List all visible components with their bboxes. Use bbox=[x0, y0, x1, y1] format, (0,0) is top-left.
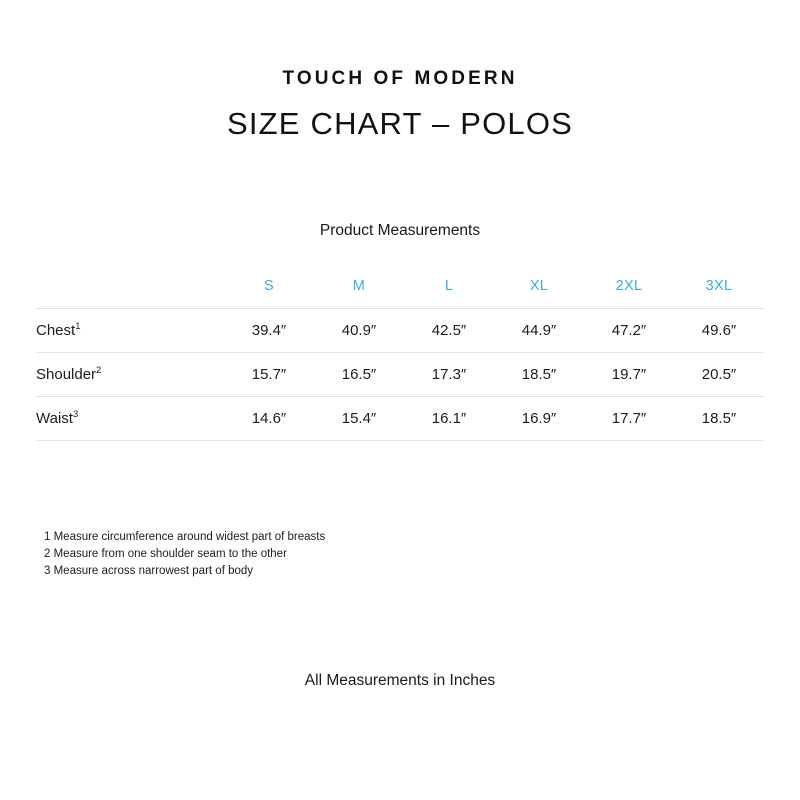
column-header-xl: XL bbox=[529, 278, 549, 294]
cell-chest-s: 39.4″ bbox=[251, 322, 287, 339]
row-label-waist-text: Waist bbox=[36, 410, 73, 427]
cell-chest-3xl: 49.6″ bbox=[701, 322, 737, 339]
measurements-table-wrapper bbox=[36, 264, 764, 441]
cell-waist-s: 14.6″ bbox=[251, 410, 287, 427]
brand-wordmark: TOUCH OF MODERN bbox=[282, 68, 518, 89]
page-title: SIZE CHART – POLOS bbox=[226, 106, 574, 141]
cell-waist-3xl: 18.5″ bbox=[701, 410, 737, 427]
column-header-3xl: 3XL bbox=[705, 278, 733, 294]
cell-chest-l: 42.5″ bbox=[431, 322, 467, 339]
row-label-shoulder bbox=[36, 353, 224, 397]
measurements-table bbox=[36, 264, 764, 441]
table-body bbox=[36, 309, 764, 441]
cell-shoulder-2xl: 19.7″ bbox=[611, 366, 647, 383]
cell-chest-m: 40.9″ bbox=[341, 322, 377, 339]
table-row bbox=[36, 309, 764, 353]
table-corner-cell bbox=[36, 264, 224, 309]
cell-waist-xl: 16.9″ bbox=[521, 410, 557, 427]
row-label-shoulder-text: Shoulder bbox=[36, 366, 97, 383]
column-header-2xl: 2XL bbox=[615, 278, 643, 294]
footnote-3: 3 Measure across narrowest part of body bbox=[44, 565, 254, 577]
row-label-chest bbox=[36, 309, 224, 353]
cell-chest-2xl: 47.2″ bbox=[611, 322, 647, 339]
column-header-l: L bbox=[444, 278, 454, 294]
cell-shoulder-3xl: 20.5″ bbox=[701, 366, 737, 383]
row-label-waist bbox=[36, 397, 224, 441]
row-label-shoulder-marker: 2 bbox=[96, 365, 102, 376]
units-note: All Measurements in Inches bbox=[304, 672, 496, 689]
column-header-s: S bbox=[264, 278, 274, 294]
row-label-waist-marker: 3 bbox=[72, 409, 79, 420]
row-label-chest-marker: 1 bbox=[75, 321, 81, 332]
footnote-2: 2 Measure from one shoulder seam to the other bbox=[44, 548, 287, 560]
cell-waist-m: 15.4″ bbox=[341, 410, 377, 427]
table-header-row bbox=[36, 264, 764, 309]
column-header-m: M bbox=[352, 278, 366, 294]
cell-chest-xl: 44.9″ bbox=[521, 322, 557, 339]
footnotes bbox=[36, 529, 764, 580]
cell-shoulder-l: 17.3″ bbox=[431, 366, 467, 383]
table-row bbox=[36, 397, 764, 441]
cell-shoulder-m: 16.5″ bbox=[341, 366, 377, 383]
cell-shoulder-s: 15.7″ bbox=[251, 366, 287, 383]
row-label-chest-text: Chest bbox=[36, 322, 76, 339]
table-row bbox=[36, 353, 764, 397]
cell-waist-2xl: 17.7″ bbox=[611, 410, 647, 427]
section-heading: Product Measurements bbox=[319, 222, 481, 239]
cell-shoulder-xl: 18.5″ bbox=[521, 366, 557, 383]
footnote-1: 1 Measure circumference around widest part of breasts bbox=[44, 531, 326, 543]
cell-waist-l: 16.1″ bbox=[431, 410, 467, 427]
table-header bbox=[36, 264, 764, 309]
